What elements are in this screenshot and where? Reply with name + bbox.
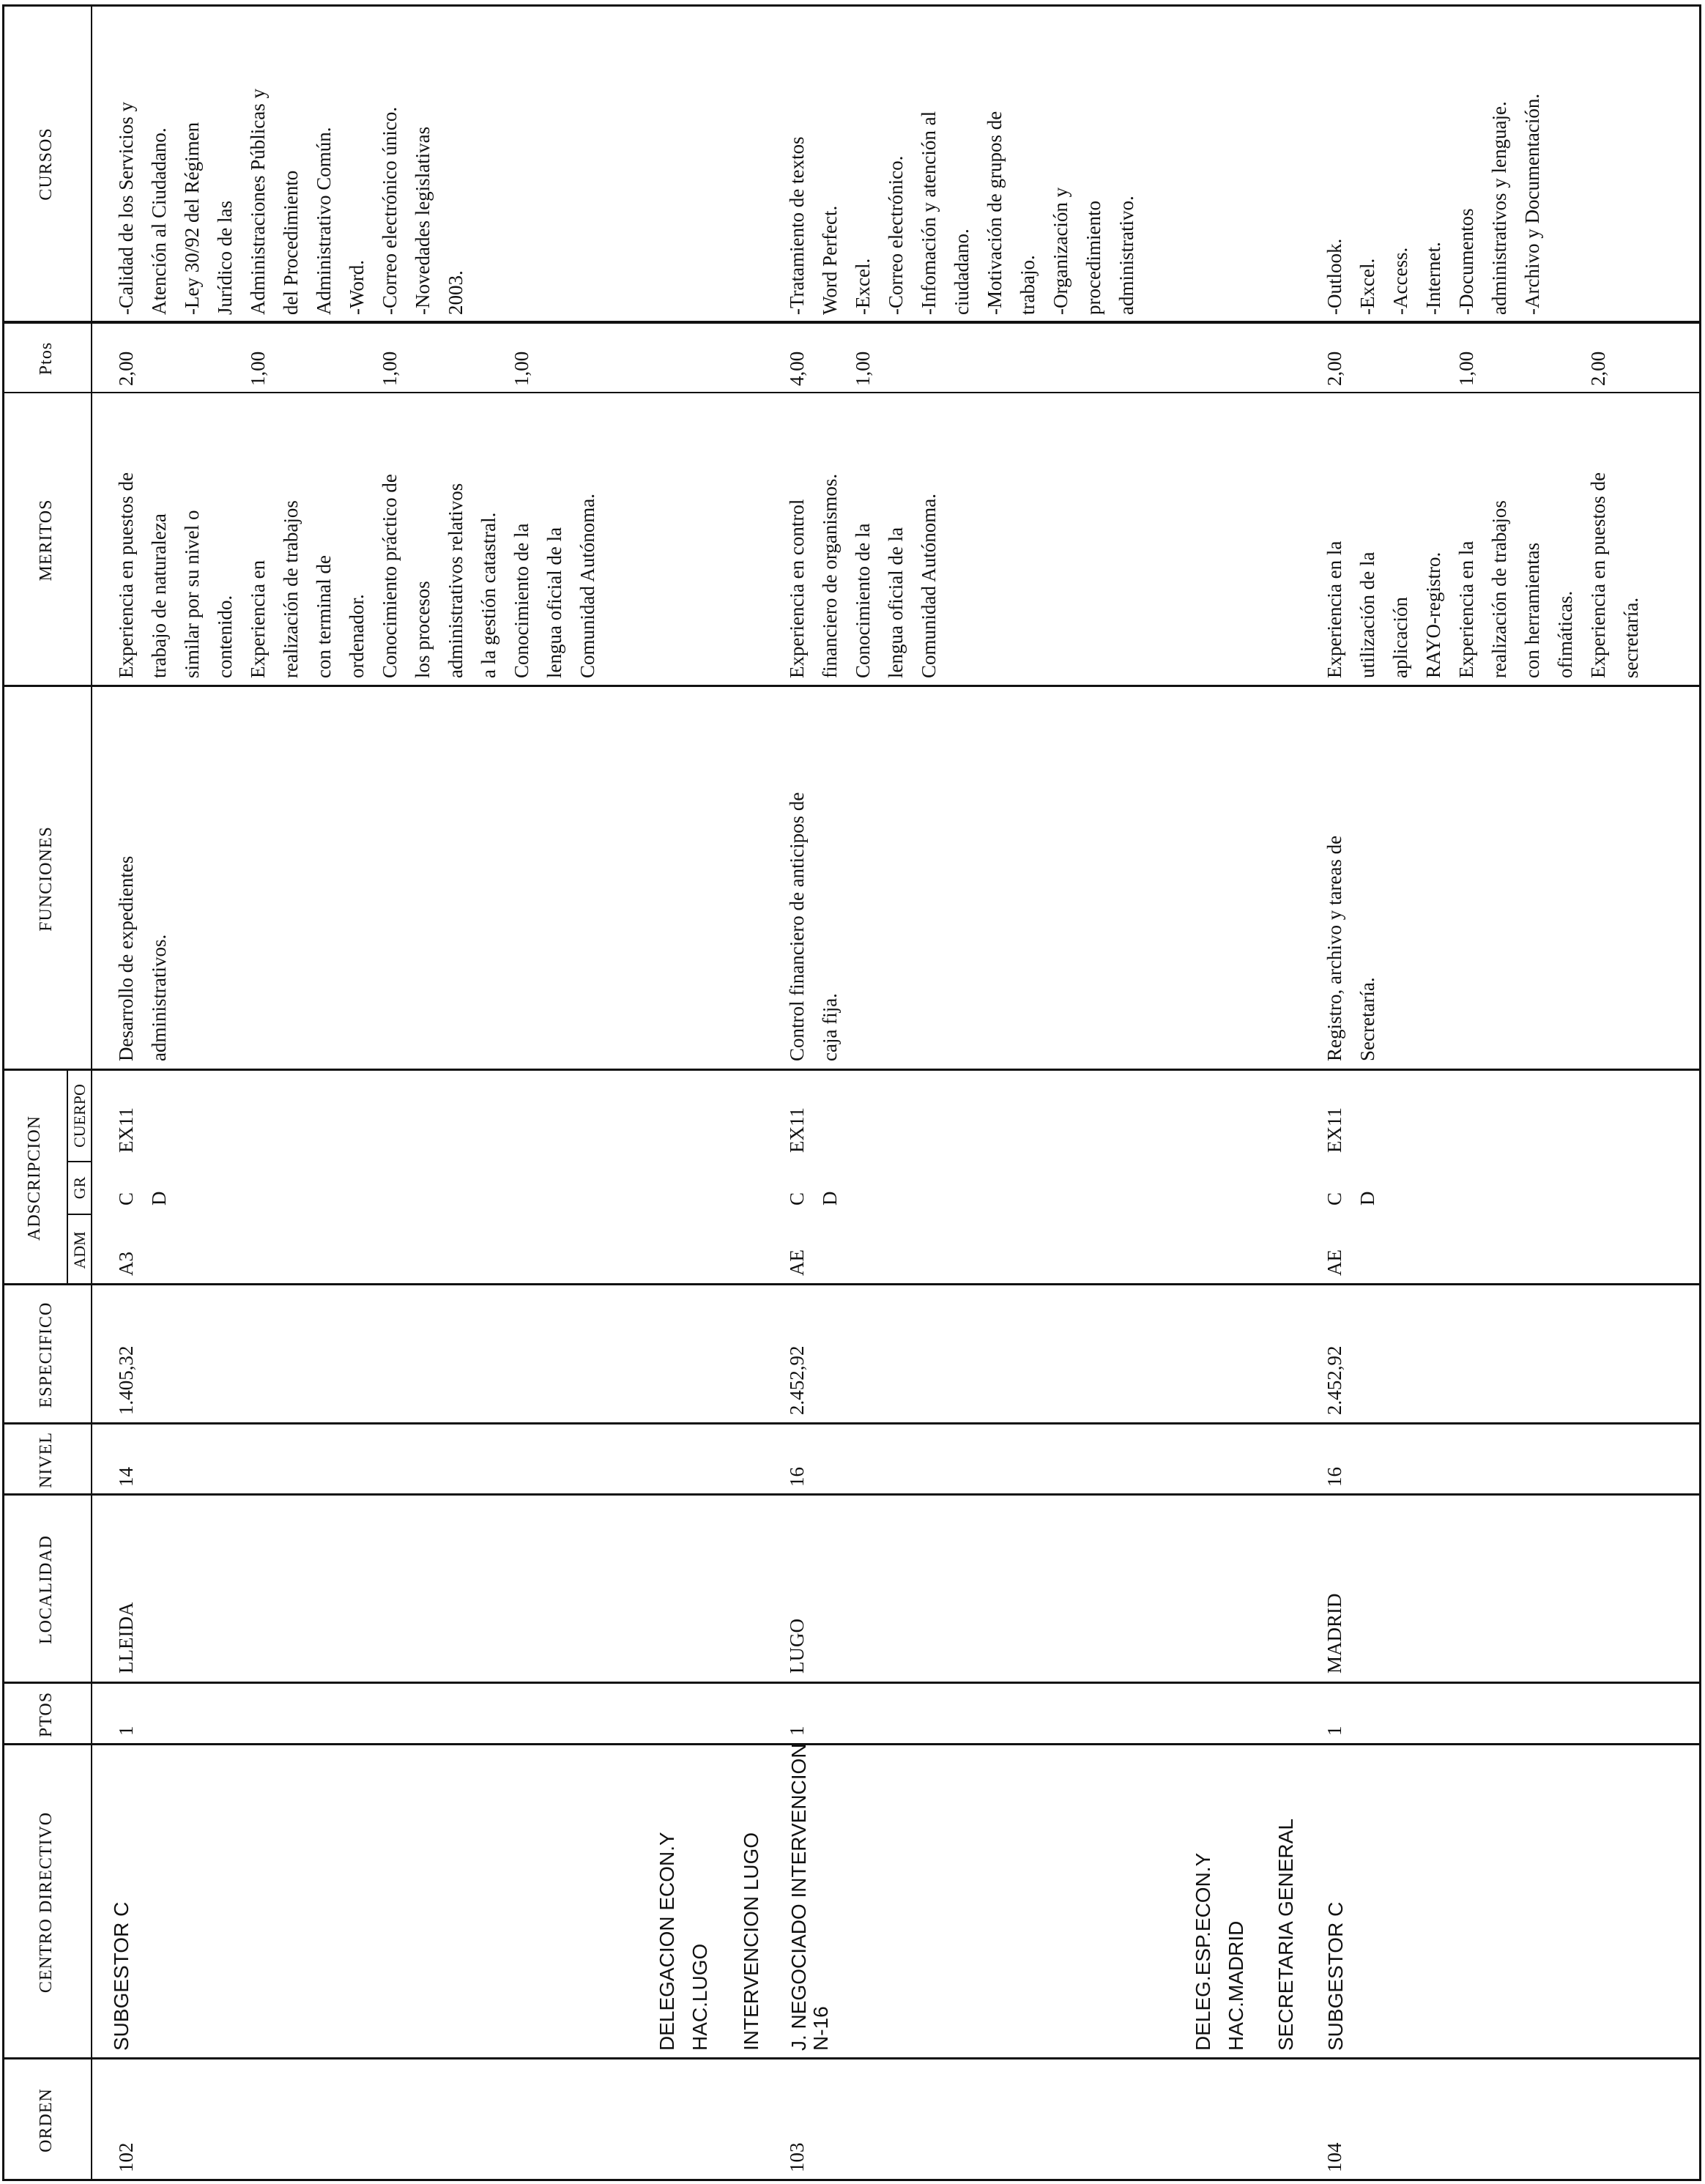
meritos-cell: [1318, 472, 1648, 678]
funciones-line: Control financiero de anticipos de: [786, 792, 808, 1061]
cursos-line: -Access.: [1389, 247, 1411, 315]
gr-value: C: [115, 1192, 137, 1206]
cursos-line: ciudadano.: [951, 229, 973, 315]
column-divider: [2, 1283, 1701, 1285]
header-adscripcion: ADSCRIPCION: [24, 1115, 44, 1241]
meritos-line: ordenador.: [346, 594, 368, 678]
header-ptos-meritos: Ptos: [37, 341, 56, 376]
centro-directivo-line: DELEGACION ECON.Y: [655, 1832, 678, 2051]
cursos-line: -Documentos: [1455, 208, 1477, 315]
ptos-cell: 1: [1323, 1726, 1345, 1736]
meritos-line: administrativos relativos: [445, 483, 467, 678]
meritos-line: RAYO-registro.: [1422, 551, 1444, 678]
gr-cell: [1318, 1192, 1384, 1206]
meritos-line: Comunidad Autónoma.: [918, 494, 940, 678]
gr-value: C: [1323, 1192, 1345, 1206]
header-cursos: CURSOS: [37, 127, 56, 201]
cursos-line: -Internet.: [1422, 242, 1444, 315]
gr-value: D: [148, 1191, 170, 1206]
meritos-line: realización de trabajos: [280, 500, 302, 678]
meritos-line: lengua oficial de la: [885, 527, 907, 678]
meritos-line: los procesos: [412, 581, 434, 678]
adm-cell: AE: [786, 1249, 808, 1276]
header-localidad: LOCALIDAD: [37, 1535, 56, 1644]
meritos-line: a la gestión catastral.: [478, 512, 499, 678]
cursos-line: -Ley 30/92 del Régimen: [181, 122, 203, 315]
column-divider: [2, 321, 1701, 324]
cursos-line: Jurídico de las: [214, 201, 236, 315]
column-divider: [2, 392, 1701, 393]
meritos-cell: [110, 472, 604, 678]
centro-directivo-line: DELEG.ESP.ECON.Y: [1192, 1852, 1214, 2051]
cursos-line: -Archivo y Documentación.: [1521, 93, 1543, 315]
nivel-cell: 16: [1323, 1467, 1345, 1487]
cursos-line: -Correo electrónico único.: [379, 106, 401, 315]
meritos-line: trabajo de naturaleza: [148, 513, 170, 678]
centro-directivo-line: INTERVENCION LUGO: [740, 1832, 762, 2051]
meritos-ptos-value: 4,00: [786, 351, 808, 386]
cursos-line: -Calidad de los Servicios y: [115, 102, 137, 315]
meritos-line: secretaría.: [1620, 597, 1642, 678]
column-divider: [2, 1682, 1701, 1684]
meritos-ptos-value: 1,00: [852, 351, 874, 386]
cursos-line: -Tratamiento de textos: [786, 136, 808, 315]
header-gr: GR: [68, 1162, 91, 1215]
column-divider: [2, 1422, 1701, 1425]
especifico-cell: 2.452,92: [786, 1345, 808, 1415]
meritos-line: Experiencia en: [247, 560, 269, 678]
gr-value: D: [819, 1191, 841, 1206]
cursos-cell: [1318, 94, 1549, 315]
cursos-line: -Outlook.: [1323, 238, 1345, 315]
meritos-line: contenido.: [214, 595, 236, 678]
orden-cell: 103: [786, 2142, 808, 2172]
nivel-cell: 14: [115, 1467, 137, 1487]
funciones-line: Secretaría.: [1356, 977, 1378, 1061]
ptos-cell: 1: [786, 1726, 808, 1736]
centro-directivo-line: SUBGESTOR C: [110, 1901, 133, 2051]
funciones-line: administrativos.: [148, 934, 170, 1061]
centro-directivo-line: SUBGESTOR C: [1324, 1901, 1347, 2051]
cursos-line: -Excel.: [852, 258, 874, 315]
cursos-line: Administraciones Públicas y: [247, 89, 269, 315]
meritos-line: similar por su nivel o: [181, 510, 203, 678]
funciones-line: caja fija.: [819, 993, 841, 1061]
header-nivel: NIVEL: [37, 1432, 56, 1488]
localidad-cell: MADRID: [1323, 1593, 1345, 1674]
column-divider: [2, 1743, 1701, 1745]
meritos-line: utilización de la: [1356, 551, 1378, 678]
ptos-cell: 1: [115, 1726, 137, 1736]
especifico-cell: 2.452,92: [1323, 1345, 1345, 1415]
column-divider: [2, 2057, 1701, 2059]
gr-value: D: [1356, 1191, 1378, 1206]
centro-directivo-line: N-16: [809, 2006, 832, 2051]
adm-cell: A3: [115, 1252, 137, 1276]
cursos-line: Word Perfect.: [819, 205, 841, 315]
header-adm: ADM: [70, 1231, 89, 1269]
cursos-line: -Excel.: [1356, 258, 1378, 315]
meritos-line: Experiencia en puestos de: [1587, 472, 1609, 678]
funciones-cell: [1318, 836, 1384, 1061]
meritos-ptos-value: 1,00: [379, 351, 401, 386]
meritos-line: Experiencia en la: [1323, 541, 1345, 678]
header-especifico: ESPECIFICO: [37, 1301, 56, 1408]
meritos-line: Conocimiento práctico de: [379, 474, 401, 678]
cursos-cell: [781, 111, 1143, 315]
meritos-line: aplicación: [1389, 597, 1411, 678]
column-divider: [2, 1069, 1701, 1071]
meritos-line: Experiencia en control: [786, 499, 808, 678]
cursos-line: procedimiento: [1082, 201, 1104, 315]
cursos-cell: [110, 89, 472, 315]
orden-cell: 104: [1323, 2142, 1345, 2172]
cursos-line: 2003.: [445, 270, 467, 315]
meritos-line: ofimáticas.: [1554, 590, 1576, 678]
cursos-line: -Correo electrónico.: [885, 155, 907, 315]
header-meritos: MERITOS: [37, 499, 56, 582]
cursos-line: -Novedades legislativas: [412, 126, 434, 315]
nivel-cell: 16: [786, 1467, 808, 1487]
meritos-cell: [781, 474, 946, 678]
meritos-ptos-value: 2,00: [1323, 351, 1345, 386]
cursos-line: Administrativo Común.: [313, 127, 335, 315]
meritos-line: financiero de organismos.: [819, 473, 841, 678]
cursos-line: -Organización y: [1050, 187, 1071, 315]
gr-cell: [781, 1192, 847, 1206]
header-cuerpo: CUERPO: [68, 1071, 91, 1162]
cuerpo-cell: EX11: [786, 1107, 808, 1153]
especifico-cell: 1.405,32: [115, 1345, 137, 1415]
column-divider: [2, 685, 1701, 687]
funciones-cell: [781, 792, 847, 1061]
header-orden: ORDEN: [37, 2088, 56, 2153]
cuerpo-cell: EX11: [115, 1107, 137, 1153]
meritos-line: con herramientas: [1521, 542, 1543, 678]
meritos-line: Experiencia en la: [1455, 541, 1477, 678]
header-divider: [91, 4, 92, 2181]
gr-cell: [110, 1192, 176, 1206]
cursos-line: -Word.: [346, 259, 368, 315]
header-centro-directivo: CENTRO DIRECTIVO: [37, 1811, 56, 1994]
header-ptos: PTOS: [37, 1691, 56, 1738]
cursos-line: -Infomación y atención al: [918, 111, 940, 315]
cuerpo-cell: EX11: [1323, 1107, 1345, 1153]
funciones-line: Registro, archivo y tareas de: [1323, 835, 1345, 1061]
meritos-line: Experiencia en puestos de: [115, 472, 137, 678]
localidad-cell: LLEIDA: [115, 1602, 137, 1674]
meritos-line: Conocimiento de la: [852, 523, 874, 678]
meritos-line: lengua oficial de la: [543, 527, 565, 678]
adm-cell: AE: [1323, 1249, 1345, 1276]
cursos-line: trabajo.: [1017, 255, 1039, 315]
column-divider: [2, 1493, 1701, 1496]
meritos-line: realización de trabajos: [1488, 500, 1510, 678]
cursos-line: del Procedimiento: [280, 170, 302, 315]
meritos-ptos-value: 1,00: [247, 351, 269, 386]
meritos-line: Conocimiento de la: [510, 523, 532, 678]
localidad-cell: LUGO: [786, 1619, 808, 1674]
funciones-cell: [110, 856, 176, 1061]
cursos-line: Atención al Ciudadano.: [148, 127, 170, 315]
funciones-line: Desarrollo de expedientes: [115, 855, 137, 1061]
centro-directivo-line: J. NEGOCIADO INTERVENCION: [787, 1743, 810, 2051]
meritos-line: Comunidad Autónoma.: [576, 494, 598, 678]
centro-directivo-line: SECRETARIA GENERAL: [1274, 1819, 1297, 2051]
cursos-line: -Motivación de grupos de: [984, 111, 1006, 315]
cursos-line: administrativos y lenguaje.: [1488, 101, 1510, 315]
meritos-ptos-value: 1,00: [510, 351, 532, 386]
cursos-line: administrativo.: [1115, 196, 1137, 315]
header-funciones: FUNCIONES: [37, 826, 56, 932]
meritos-ptos-value: 2,00: [115, 351, 137, 386]
orden-cell: 102: [115, 2142, 137, 2172]
meritos-line: con terminal de: [313, 555, 335, 678]
centro-directivo-line: HAC.MADRID: [1225, 1920, 1247, 2051]
meritos-ptos-value: 1,00: [1455, 351, 1477, 386]
gr-value: C: [786, 1192, 808, 1206]
table-frame: [2, 4, 1701, 2181]
meritos-ptos-value: 2,00: [1587, 351, 1609, 386]
centro-directivo-line: HAC.LUGO: [688, 1943, 711, 2051]
